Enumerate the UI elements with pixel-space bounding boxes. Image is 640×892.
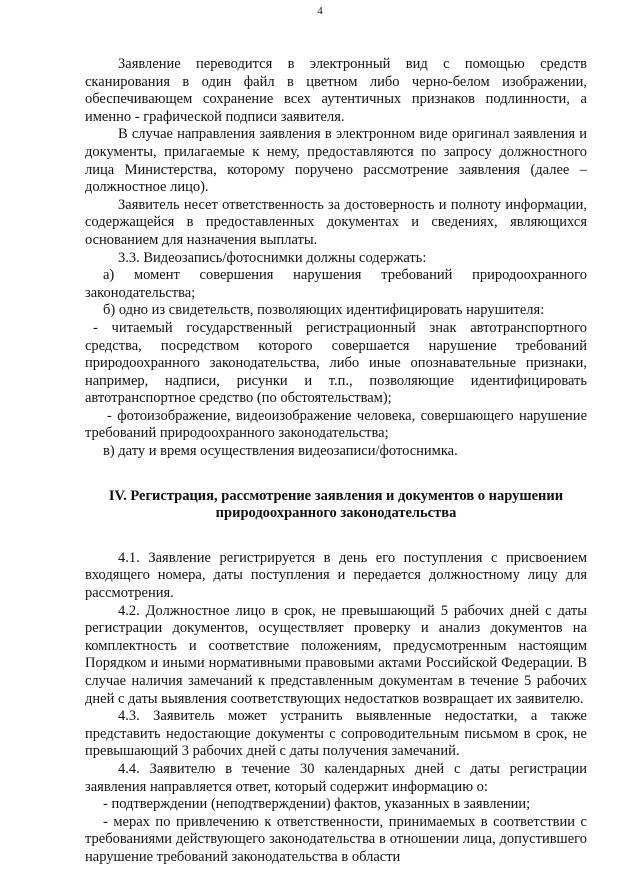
item-b-dash-1: - читаемый государственный регистрационный знак автотранспортного средства, посредством которого совершается нарушение требований природоохранного законодательства, либо иные опознавательные признаки, например, надписи, рисунки и т.п., позволяющие идентифицировать автотранспортное средство (по обстоятельствам);: [85, 319, 587, 407]
paragraph-scanning: Заявление переводится в электронный вид с помощью средств сканирования в один файл в цветном либо черно-белом изображении, обеспечивающем сохранение всех аутентичных признаков подлинности, а именно - графической подписи заявителя.: [85, 56, 587, 125]
paragraph-4-1: 4.1. Заявление регистрируется в день его поступления с присвоением входящего номера, даты поступления и передается должностному лицу для рассмотрения.: [85, 549, 587, 602]
page-number: 4: [317, 5, 323, 17]
document-body: [85, 56, 587, 867]
item-a: а) момент совершения нарушения требований природоохранного законодательства;: [85, 267, 587, 301]
item-4-4-dash-1: - подтверждении (неподтверждении) фактов, указанных в заявлении;: [103, 796, 531, 813]
paragraph-electronic-original: В случае направления заявления в электронном виде оригинал заявления и документы, прилагаемые к нему, предоставляются по запросу должностного лица Министерства, которому поручено рассмотрение заявления (далее – должностное лицо).: [85, 126, 587, 196]
section-title-line-2: природоохранного законодательства: [215, 505, 457, 522]
item-v: в) дату и время осуществления видеозаписи/фотоснимка.: [103, 443, 458, 460]
section-title-line-1: IV. Регистрация, рассмотрение заявления и документов о нарушении: [108, 487, 564, 504]
paragraph-responsibility: Заявитель несет ответственность за достоверность и полноту информации, содержащейся в предоставленных документах и сведениях, являющихся основанием для назначения выплаты.: [85, 196, 587, 248]
paragraph-3-3: 3.3. Видеозапись/фотоснимки должны содержать:: [118, 249, 427, 266]
item-b: б) одно из свидетельств, позволяющих идентифицировать нарушителя:: [103, 302, 545, 319]
paragraph-4-4: 4.4. Заявителю в течение 30 календарных дней с даты регистрации заявления направляется ответ, который содержит информацию о:: [85, 760, 587, 795]
paragraph-4-3: 4.3. Заявитель может устранить выявленные недостатки, а также представить недостающие документы с сопроводительным письмом в срок, не превышающий 3 рабочих дней с даты получения замечаний.: [85, 708, 587, 760]
section-title-iv: [85, 488, 587, 523]
item-b-dash-2: - фотоизображение, видеоизображение человека, совершающего нарушение требований природоохранного законодательства;: [85, 407, 587, 442]
item-4-4-dash-2: - мерах по привлечению к ответственности, принимаемых в соответствии с требованиями действующего законодательства в отношении лица, допустившего нарушение требований законодательства в области: [85, 813, 587, 865]
paragraph-4-2: 4.2. Должностное лицо в срок, не превышающий 5 рабочих дней с даты регистрации документов, осуществляет проверку и анализ документов на комплектность и соответствие положениям, предусмотренным настоящим Порядком и иными нормативными правовыми актами Российской Федерации. В случае наличия замечаний к представленным документам в течение 5 рабочих дней с даты выявления соответствующих недостатков возвращает их заявителю.: [85, 602, 587, 707]
